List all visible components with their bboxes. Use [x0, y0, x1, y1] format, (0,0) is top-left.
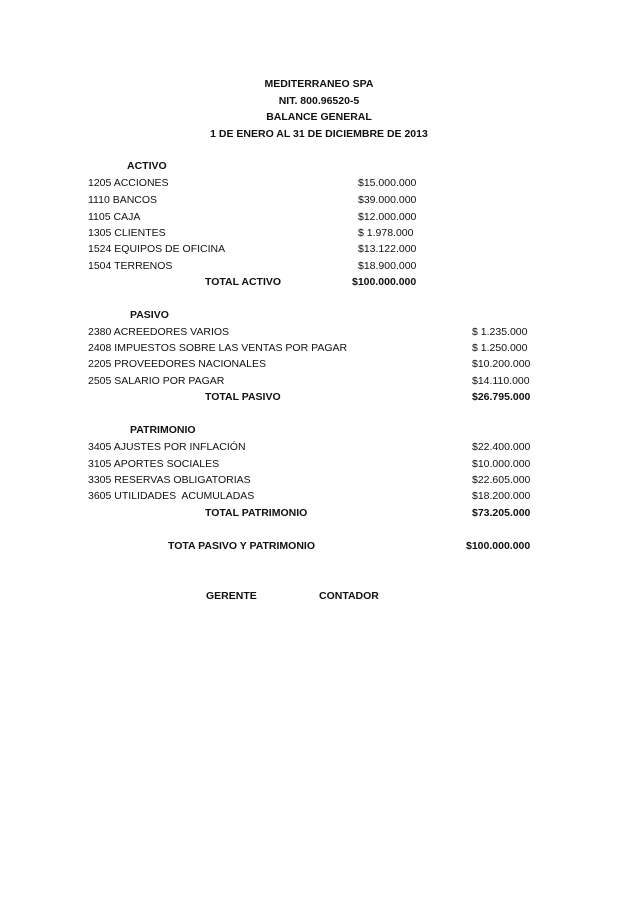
activo-row-label: 1305 CLIENTES — [88, 227, 166, 239]
report-period: 1 DE ENERO AL 31 DE DICIEMBRE DE 2013 — [210, 128, 428, 140]
pasivo-row-value: $14.110.000 — [472, 375, 530, 387]
patrimonio-row-value: $22.400.000 — [472, 441, 531, 453]
signature-accountant: CONTADOR — [319, 590, 379, 602]
pasivo-row-value: $ 1.235.000 — [472, 326, 528, 338]
grand-total-value: $100.000.000 — [466, 540, 531, 552]
total-patrimonio-value: $73.205.000 — [472, 507, 531, 519]
total-activo-value: $100.000.000 — [352, 276, 417, 288]
pasivo-heading: PASIVO — [130, 309, 169, 321]
activo-row-value: $15.000.000 — [358, 177, 417, 189]
activo-row-label: 1504 TERRENOS — [88, 260, 173, 272]
company-name: MEDITERRANEO SPA — [264, 78, 374, 90]
total-activo-label: TOTAL ACTIVO — [205, 276, 282, 288]
signature-manager: GERENTE — [206, 590, 257, 602]
pasivo-row-label: 2205 PROVEEDORES NACIONALES — [88, 358, 266, 370]
total-patrimonio-label: TOTAL PATRIMONIO — [205, 507, 308, 519]
activo-row-value: $18.900.000 — [358, 260, 417, 272]
patrimonio-row-value: $18.200.000 — [472, 490, 531, 502]
pasivo-row-value: $ 1.250.000 — [472, 342, 528, 354]
activo-row-label: 1105 CAJA — [88, 211, 141, 223]
activo-heading: ACTIVO — [127, 160, 167, 172]
patrimonio-row-label: 3305 RESERVAS OBLIGATORIAS — [88, 474, 251, 486]
pasivo-row-label: 2380 ACREEDORES VARIOS — [88, 326, 230, 338]
company-nit: NIT. 800.96520-5 — [278, 95, 360, 107]
pasivo-row-label: 2408 IMPUESTOS SOBRE LAS VENTAS POR PAGAR — [88, 342, 348, 354]
patrimonio-heading: PATRIMONIO — [130, 424, 196, 436]
activo-row-value: $13.122.000 — [358, 243, 417, 255]
total-pasivo-value: $26.795.000 — [472, 391, 531, 403]
patrimonio-row-label: 3105 APORTES SOCIALES — [88, 458, 220, 470]
patrimonio-row-label: 3605 UTILIDADES ACUMULADAS — [88, 490, 255, 502]
activo-row-value: $39.000.000 — [358, 194, 417, 206]
activo-row-label: 1205 ACCIONES — [88, 177, 169, 189]
grand-total-label: TOTA PASIVO Y PATRIMONIO — [168, 540, 316, 552]
patrimonio-row-label: 3405 AJUSTES POR INFLACIÓN — [88, 441, 246, 453]
pasivo-row-label: 2505 SALARIO POR PAGAR — [88, 375, 225, 387]
activo-row-value: $12.000.000 — [358, 211, 417, 223]
report-title: BALANCE GENERAL — [266, 111, 372, 123]
patrimonio-row-value: $22.605.000 — [472, 474, 531, 486]
pasivo-row-value: $10.200.000 — [472, 358, 531, 370]
activo-row-value: $ 1.978.000 — [358, 227, 414, 239]
patrimonio-row-value: $10.000.000 — [472, 458, 531, 470]
total-pasivo-label: TOTAL PASIVO — [205, 391, 281, 403]
activo-row-label: 1110 BANCOS — [88, 194, 158, 206]
activo-row-label: 1524 EQUIPOS DE OFICINA — [88, 243, 226, 255]
